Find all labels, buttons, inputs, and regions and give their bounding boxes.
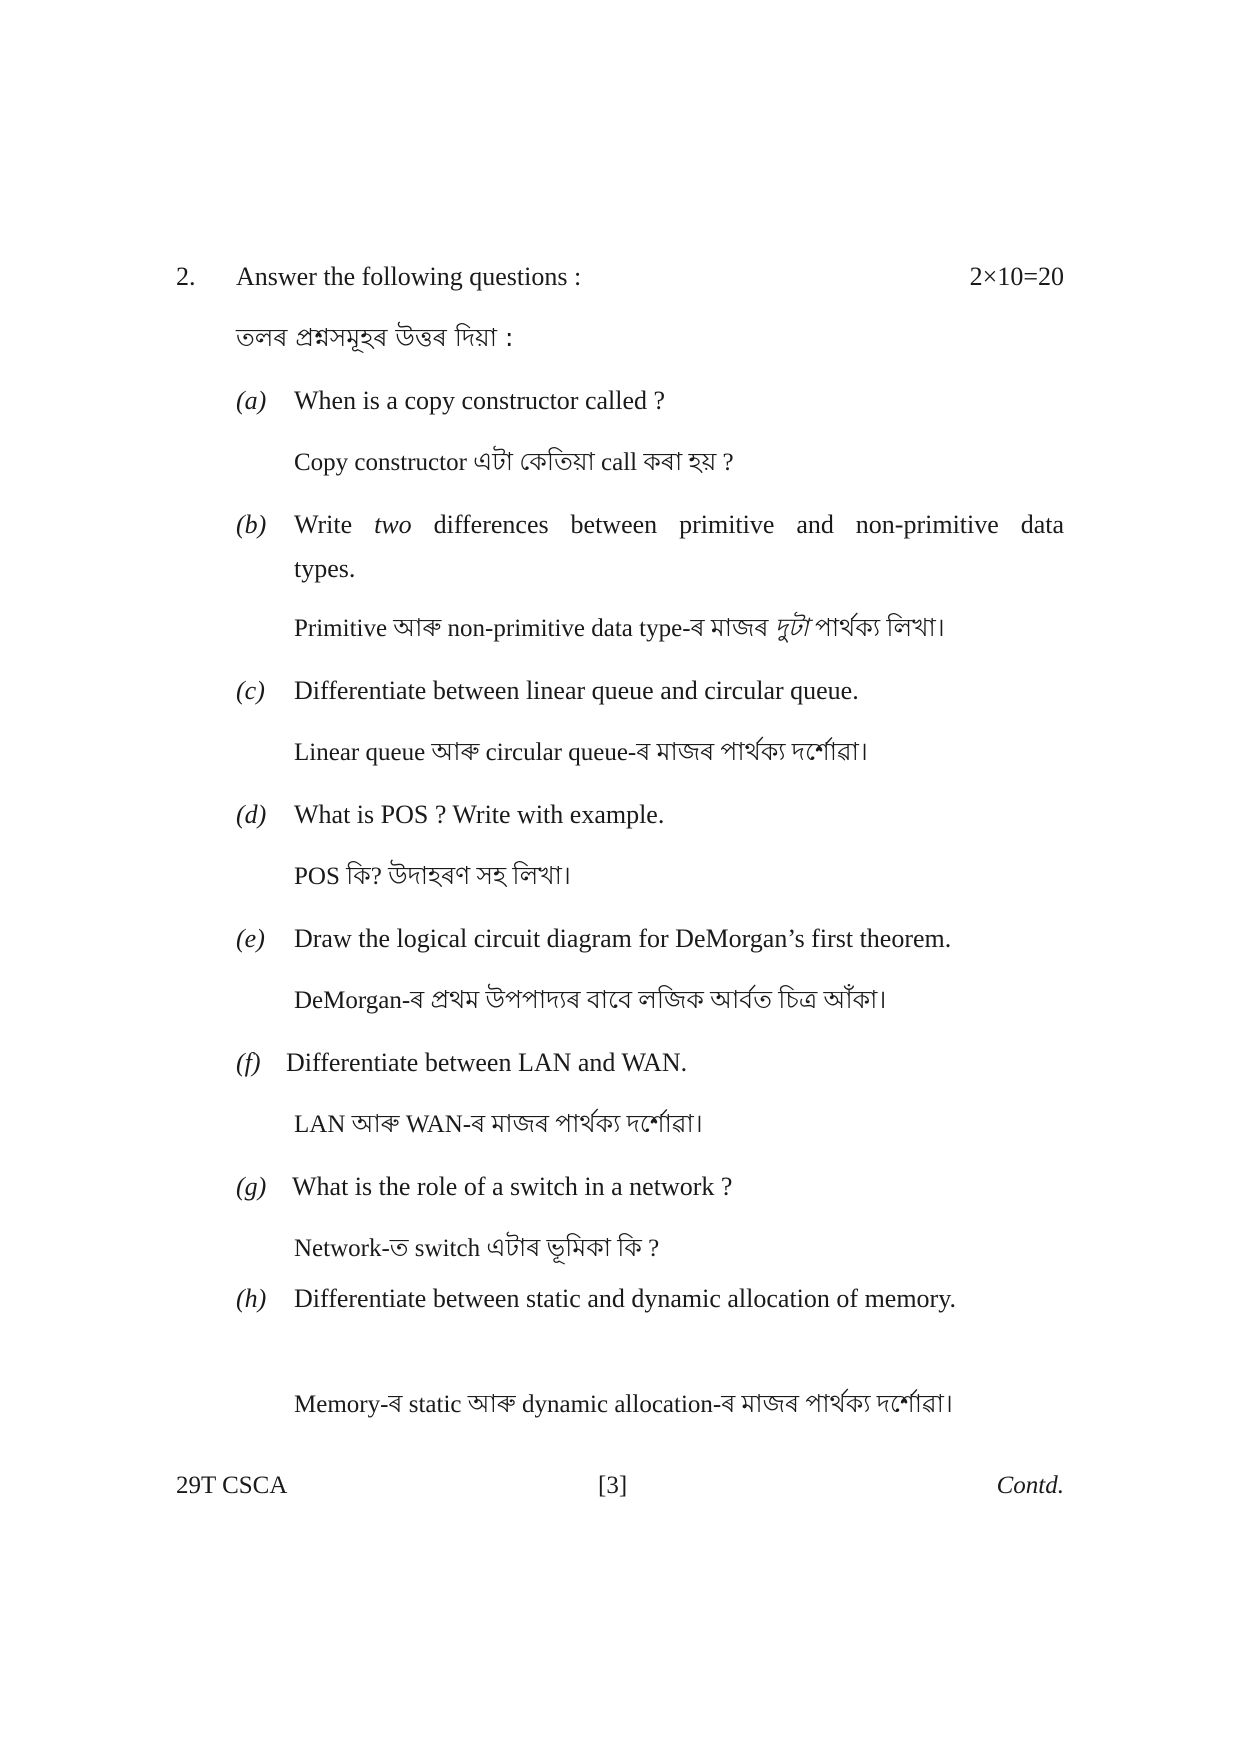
part-e-english: Draw the logical circuit diagram for DeMorgan’s first theorem. bbox=[294, 924, 952, 953]
part-g-label: (g) bbox=[236, 1172, 267, 1201]
part-b-assamese-em: দুটা bbox=[774, 615, 809, 642]
part-a-english: When is a copy constructor called ? bbox=[294, 386, 666, 415]
part-a-assamese: Copy constructor এটা কেতিয়া call কৰা হয় ? bbox=[294, 449, 734, 476]
part-h-label: (h) bbox=[236, 1284, 267, 1313]
question-number: 2. bbox=[176, 262, 196, 291]
part-b-english-post: differences between primitive and non-primitive data bbox=[433, 510, 1065, 539]
part-h-english: Differentiate between static and dynamic allocation of memory. bbox=[294, 1284, 957, 1313]
part-b-assamese bbox=[294, 608, 945, 651]
part-g-assamese: Network-ত switch এটাৰ ভূমিকা কি ? bbox=[294, 1235, 660, 1262]
part-d-label: (d) bbox=[236, 800, 267, 829]
part-b-label: (b) bbox=[236, 510, 267, 539]
footer-contd: Contd. bbox=[996, 1472, 1064, 1499]
part-e-assamese: DeMorgan-ৰ প্ৰথম উপপাদ্যৰ বাবে লজিক আৰ্বত চিত্ৰ আঁকা। bbox=[294, 987, 887, 1014]
part-f-assamese: LAN আৰু WAN-ৰ মাজৰ পাৰ্থক্য দৰ্শোৱা। bbox=[294, 1111, 703, 1138]
part-g-english: What is the role of a switch in a network ? bbox=[292, 1172, 733, 1201]
part-f-english: Differentiate between LAN and WAN. bbox=[286, 1048, 688, 1077]
part-c-english: Differentiate between linear queue and circular queue. bbox=[294, 676, 859, 705]
part-d-english: What is POS ? Write with example. bbox=[294, 800, 665, 829]
question-heading-assamese: তলৰ প্ৰশ্নসমূহৰ উত্তৰ দিয়া : bbox=[236, 323, 514, 352]
part-e-label: (e) bbox=[236, 924, 265, 953]
part-a-label: (a) bbox=[236, 386, 267, 415]
footer-page-number: [3] bbox=[598, 1472, 628, 1499]
part-h-assamese: Memory-ৰ static আৰু dynamic allocation-ৰ মাজৰ পাৰ্থক্য দৰ্শোৱা। bbox=[294, 1391, 953, 1418]
question-marks: 2×10=20 bbox=[969, 262, 1064, 291]
part-d-assamese: POS কি? উদাহৰণ সহ লিখা। bbox=[294, 863, 571, 890]
footer-paper-code: 29T CSCA bbox=[176, 1472, 288, 1499]
part-b-english-line1 bbox=[294, 510, 1064, 540]
question-heading: Answer the following questions : bbox=[236, 262, 582, 291]
part-b-assamese-post: পাৰ্থক্য লিখা। bbox=[814, 615, 945, 642]
part-f-label: (f) bbox=[236, 1048, 261, 1077]
part-b-english-pre: Write bbox=[294, 510, 353, 539]
part-b-english-em: two bbox=[374, 510, 412, 539]
part-b-assamese-pre: Primitive আৰু non-primitive data type-ৰ মাজৰ bbox=[294, 615, 769, 642]
part-c-label: (c) bbox=[236, 676, 265, 705]
part-b-english-line2: types. bbox=[294, 554, 356, 583]
part-c-assamese: Linear queue আৰু circular queue-ৰ মাজৰ পাৰ্থক্য দৰ্শোৱা। bbox=[294, 739, 868, 766]
